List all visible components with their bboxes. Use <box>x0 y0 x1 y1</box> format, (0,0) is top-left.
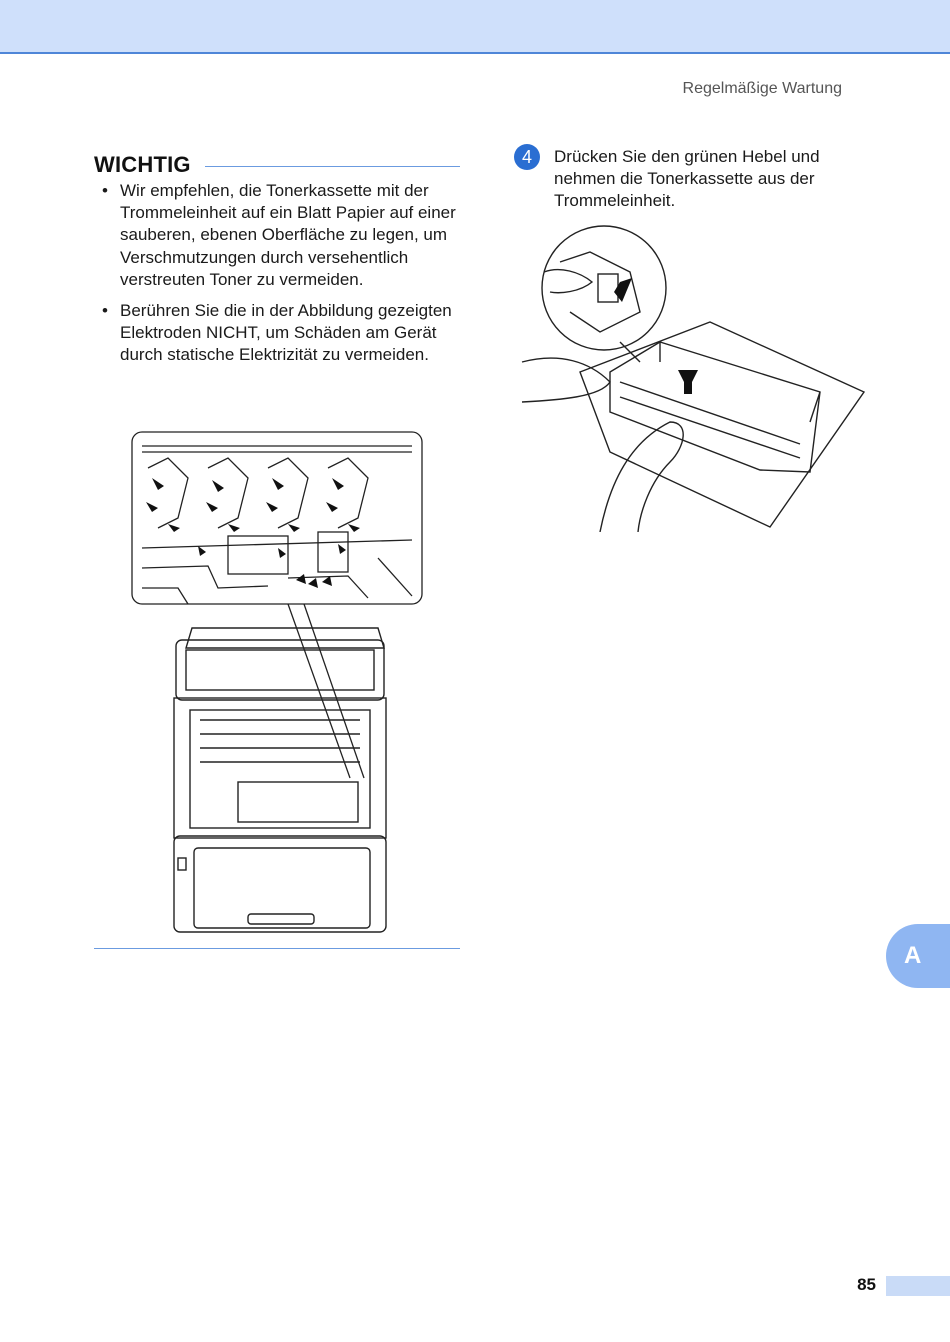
important-rule-bottom <box>94 948 460 949</box>
important-rule-top <box>205 166 460 167</box>
bullet-text: Berühren Sie die in der Abbildung gezeigten Elektroden NICHT, um Schäden am Gerät durch statische Elektrizität zu vermeiden. <box>120 301 452 365</box>
important-title: WICHTIG <box>94 152 191 177</box>
printer-electrodes-illustration <box>128 428 428 938</box>
top-band <box>0 0 950 54</box>
step-number-badge: 4 <box>514 144 540 170</box>
list-item: • Wir empfehlen, die Tonerkassette mit der Trommeleinheit auf ein Blatt Papier auf einer sauberen, ebenen Oberfläche zu legen, um Verschmutzungen durch versehentlich verstreuten Toner zu vermeiden. <box>102 181 456 289</box>
appendix-tab <box>886 924 950 988</box>
running-header: Regelmäßige Wartung <box>682 80 842 97</box>
page-number-bar <box>886 1276 950 1296</box>
step-text: Drücken Sie den grünen Hebel und nehmen die Tonerkassette aus der Trommeleinheit. <box>554 147 820 211</box>
appendix-tab-label: A <box>904 942 922 969</box>
page-number: 85 <box>857 1275 876 1294</box>
list-item: • Berühren Sie die in der Abbildung gezeigten Elektroden NICHT, um Schäden am Gerät durch statische Elektrizität zu vermeiden. <box>102 301 452 365</box>
important-bullets <box>100 180 470 376</box>
drum-unit-removal-illustration <box>520 222 870 532</box>
bullet-text: Wir empfehlen, die Tonerkassette mit der Trommeleinheit auf ein Blatt Papier auf einer sauberen, ebenen Oberfläche zu legen, um Verschmutzungen durch versehentlich verstreuten Toner zu vermeiden. <box>120 181 456 289</box>
